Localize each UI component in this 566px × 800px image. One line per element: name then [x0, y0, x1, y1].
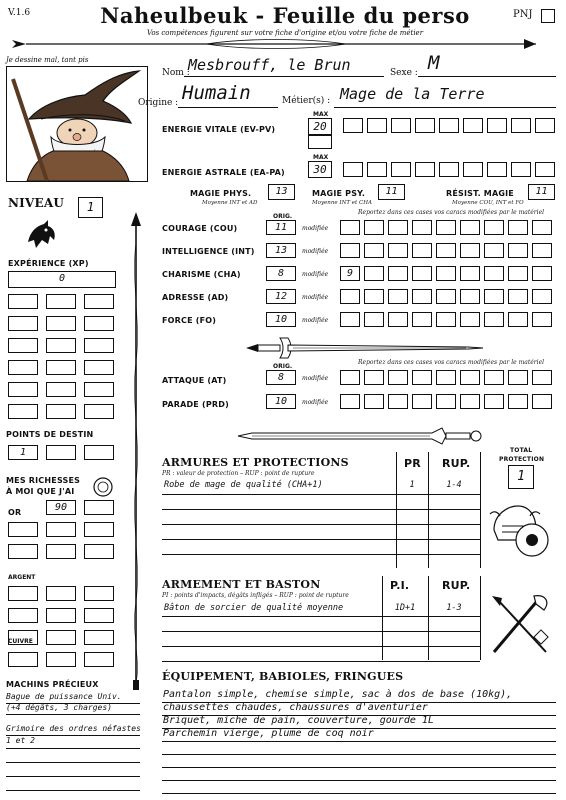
resist-magie-note: Moyenne COU, INT et FO: [452, 200, 524, 206]
ev-box-2[interactable]: [367, 118, 387, 133]
nom-underline: [184, 76, 384, 77]
experience-label: EXPÉRIENCE (XP): [8, 259, 89, 268]
niveau-box[interactable]: 1: [78, 197, 103, 218]
xp-box[interactable]: [46, 316, 76, 331]
xp-box[interactable]: [8, 360, 38, 375]
origine-value[interactable]: Humain: [182, 82, 251, 104]
ev-box-4[interactable]: [415, 118, 435, 133]
stat-orig-box[interactable]: [266, 289, 296, 304]
armement-col-divider-1: [382, 576, 383, 660]
armement-row-line: [162, 646, 480, 647]
money-box[interactable]: [84, 630, 114, 645]
combat-mod-box[interactable]: [532, 394, 552, 409]
destin-label: POINTS DE DESTIN: [6, 430, 94, 439]
resist-magie-box[interactable]: 11: [528, 184, 555, 200]
machins-item2-line1: Grimoire des ordres néfastes: [6, 724, 141, 733]
stat-mod-box[interactable]: [508, 266, 528, 281]
armure-item-rup[interactable]: 1-4: [446, 480, 462, 490]
ev-max-label: MAX: [313, 111, 329, 118]
stat-label: COURAGE (COU): [162, 224, 238, 233]
equipement-row-line: [162, 780, 556, 781]
stat-mod-box[interactable]: [364, 312, 384, 327]
stat-mod-box[interactable]: [364, 289, 384, 304]
xp-box[interactable]: [84, 338, 114, 353]
stat-label: FORCE (FO): [162, 316, 217, 325]
armures-col-rup: RUP.: [442, 457, 471, 470]
armures-row-line: [162, 494, 480, 495]
ea-label: ENERGIE ASTRALE (EA-PA): [162, 168, 285, 177]
ev-label: ENERGIE VITALE (EV-PV): [162, 125, 276, 134]
crossed-weapons-icon: [488, 592, 554, 658]
combat-note: Reportez dans ces cases vos caracs modifiées par le matériel: [358, 359, 545, 366]
stat-orig-value: 11: [274, 222, 288, 233]
combat-mod-box[interactable]: [436, 394, 456, 409]
armement-item-rup[interactable]: 1-3: [446, 603, 462, 613]
combat-modifiee-label: modifiée: [302, 399, 329, 406]
money-box[interactable]: [84, 608, 114, 623]
combat-mod-box[interactable]: [388, 370, 408, 385]
magie-psy-note: Moyenne INT et CHA: [312, 200, 372, 206]
stat-mod-box[interactable]: [412, 289, 432, 304]
ea-max-box[interactable]: 30: [308, 161, 332, 178]
stat-mod-box[interactable]: [412, 220, 432, 235]
machins-item2-line2: 1 et 2: [6, 736, 35, 745]
origine-label: Origine :: [138, 98, 179, 108]
stat-mod-box[interactable]: [508, 220, 528, 235]
stat-mod-box[interactable]: [484, 312, 504, 327]
armement-row-line: [162, 616, 480, 617]
equipement-line-text[interactable]: Pantalon simple, chemise simple, sac à dos de base (10kg),: [163, 689, 513, 700]
armures-title: ARMURES ET PROTECTIONS: [162, 456, 349, 469]
stat-mod-box[interactable]: [532, 312, 552, 327]
equipement-line-text[interactable]: Briquet, miche de pain, couverture, gourde 1L: [163, 715, 434, 726]
combat-orig-label: ORIG.: [273, 363, 293, 370]
xp-box[interactable]: [8, 382, 38, 397]
combat-orig-box[interactable]: [266, 394, 296, 409]
stat-modifie-label: modifiée: [302, 248, 329, 255]
ea-box-5[interactable]: [439, 162, 459, 177]
machins-line-2: [6, 714, 140, 715]
armor-helmet-shield-icon: [488, 500, 552, 560]
combat-mod-box[interactable]: [484, 370, 504, 385]
xp-box[interactable]: [84, 360, 114, 375]
stat-mod-box[interactable]: [388, 312, 408, 327]
stat-mod-box[interactable]: [388, 289, 408, 304]
money-box[interactable]: [84, 586, 114, 601]
stat-modifie-label: modifiée: [302, 271, 329, 278]
ev-box-5[interactable]: [439, 118, 459, 133]
machins-line-4: [6, 748, 140, 749]
sexe-label: Sexe :: [390, 68, 418, 78]
xp-box[interactable]: [84, 382, 114, 397]
sword-divider-middle: [238, 336, 488, 360]
stat-mod-box[interactable]: [460, 220, 480, 235]
combat-mod-box[interactable]: [508, 394, 528, 409]
combat-mod-box[interactable]: [508, 370, 528, 385]
xp-box[interactable]: [46, 338, 76, 353]
stat-orig-value: 8: [277, 268, 285, 279]
ea-max-label: MAX: [313, 154, 329, 161]
armement-title: ARMEMENT ET BASTON: [162, 578, 321, 591]
money-box[interactable]: [8, 544, 38, 559]
xp-box[interactable]: [8, 404, 38, 419]
stat-mod-box[interactable]: [412, 312, 432, 327]
combat-mod-box[interactable]: [532, 370, 552, 385]
ea-box-6[interactable]: [463, 162, 483, 177]
equipement-line-text[interactable]: Parchemin vierge, plume de coq noir: [163, 728, 374, 739]
total-protection-label-2: PROTECTION: [499, 456, 545, 463]
machins-line-5: [6, 762, 140, 763]
xp-box[interactable]: [46, 294, 76, 309]
stat-mod-box[interactable]: [340, 312, 360, 327]
money-box[interactable]: [46, 500, 76, 515]
xp-box[interactable]: [84, 404, 114, 419]
magie-phys-label: MAGIE PHYS.: [190, 189, 252, 198]
ev-box-1[interactable]: [343, 118, 363, 133]
xp-box[interactable]: [46, 382, 76, 397]
xp-box[interactable]: [8, 316, 38, 331]
machins-line-6: [6, 776, 140, 777]
xp-box[interactable]: [46, 360, 76, 375]
armement-col-divider-3: [480, 576, 481, 660]
stat-mod-box[interactable]: [340, 220, 360, 235]
money-box[interactable]: [84, 544, 114, 559]
xp-box[interactable]: [84, 316, 114, 331]
stat-mod-box[interactable]: [436, 220, 456, 235]
stat-label: ADRESSE (AD): [162, 293, 229, 302]
combat-label: PARADE (PRD): [162, 400, 229, 409]
combat-orig-value: 8: [277, 372, 285, 383]
combat-label: ATTAQUE (AT): [162, 376, 227, 385]
combat-mod-box[interactable]: [484, 394, 504, 409]
armement-item-name[interactable]: Bâton de sorcier de qualité moyenne: [164, 603, 344, 613]
stat-mod-box[interactable]: [532, 289, 552, 304]
xp-box[interactable]: [46, 404, 76, 419]
armures-col-divider-2: [428, 452, 429, 568]
destin-box-1[interactable]: 1: [8, 445, 38, 460]
stat-mod-box[interactable]: [508, 289, 528, 304]
stat-mod-box[interactable]: [508, 312, 528, 327]
armure-item-name[interactable]: Robe de mage de qualité (CHA+1): [164, 480, 323, 490]
ea-box-2[interactable]: [367, 162, 387, 177]
stat-modifie-label: modifiée: [302, 225, 329, 232]
ev-max-box[interactable]: 20: [308, 118, 332, 135]
stat-mod-box[interactable]: [460, 312, 480, 327]
money-box[interactable]: [46, 652, 76, 667]
richesses-label-2: À MOI QUE J'AI: [6, 487, 75, 496]
armures-col-divider-1: [396, 452, 397, 568]
stat-orig-box[interactable]: [266, 312, 296, 327]
equipement-row-line: [162, 754, 556, 755]
resist-magie-label: RÉSIST. MAGIE: [446, 189, 514, 198]
armement-item-pi[interactable]: 1D+1: [394, 603, 416, 613]
stat-mod-box[interactable]: [532, 220, 552, 235]
sexe-underline: [418, 76, 556, 77]
stat-mod-box[interactable]: [484, 243, 504, 258]
armures-note: PR : valeur de protection – RUP : point de rupture: [162, 470, 315, 477]
money-box[interactable]: [8, 522, 38, 537]
combat-mod-box[interactable]: [364, 394, 384, 409]
stat-label: CHARISME (CHA): [162, 270, 241, 279]
ev-track-box[interactable]: [308, 135, 332, 149]
metier-underline: [334, 107, 556, 108]
equipement-row-line: [162, 741, 556, 742]
stat-mod-box[interactable]: [460, 266, 480, 281]
stats-note: Reportez dans ces cases vos caracs modifiées par le matériel: [358, 209, 545, 216]
ev-box-7[interactable]: [487, 118, 507, 133]
armement-col-rup: RUP.: [442, 579, 471, 592]
combat-mod-box[interactable]: [412, 370, 432, 385]
money-box[interactable]: [8, 586, 38, 601]
metier-value[interactable]: Mage de la Terre: [340, 85, 485, 103]
dragon-icon: [24, 218, 58, 250]
stat-mod-box[interactable]: [364, 220, 384, 235]
combat-mod-box[interactable]: [460, 370, 480, 385]
stats-orig-label: ORIG.: [273, 213, 293, 220]
destin-box-2[interactable]: [46, 445, 76, 460]
xp-box[interactable]: [8, 338, 38, 353]
armement-note: PI : points d'impacts, dégâts infligés – RUP : point de rupture: [162, 592, 349, 599]
total-protection-box[interactable]: 1: [508, 465, 534, 489]
coin-purse-icon: [92, 476, 114, 498]
combat-mod-box[interactable]: [340, 370, 360, 385]
ev-box-9[interactable]: [535, 118, 555, 133]
page-title: Naheulbeuk - Feuille du perso: [100, 3, 470, 28]
armure-item-pr[interactable]: 1: [409, 480, 415, 490]
xp-box[interactable]: [84, 294, 114, 309]
stat-mod-box[interactable]: [388, 243, 408, 258]
nom-value[interactable]: Mesbrouff, le Brun: [188, 56, 351, 74]
armement-row-line: [162, 631, 480, 632]
combat-modifiee-label: modifiée: [302, 375, 329, 382]
stat-mod-box[interactable]: [436, 312, 456, 327]
stat-mod-box[interactable]: [532, 266, 552, 281]
combat-mod-box[interactable]: [460, 394, 480, 409]
stat-mod-box[interactable]: [388, 266, 408, 281]
magie-psy-label: MAGIE PSY.: [312, 189, 366, 198]
metier-label: Métier(s) :: [282, 96, 331, 106]
stat-mod-box[interactable]: [412, 243, 432, 258]
armement-col-divider-2: [428, 576, 429, 660]
stat-mod-box[interactable]: [460, 243, 480, 258]
pnj-label: PNJ: [513, 9, 533, 20]
money-box[interactable]: [8, 652, 38, 667]
stat-mod-box[interactable]: [532, 243, 552, 258]
ev-box-6[interactable]: [463, 118, 483, 133]
money-box[interactable]: [46, 630, 76, 645]
stat-mod-box[interactable]: [460, 289, 480, 304]
stat-mod-value: 9: [346, 268, 354, 279]
nom-label: Nom :: [162, 68, 190, 78]
stat-orig-value: 10: [274, 314, 288, 325]
money-box[interactable]: [46, 544, 76, 559]
portrait-frame: [6, 66, 148, 182]
stat-mod-box[interactable]: [340, 243, 360, 258]
staff-divider-vertical: [126, 212, 146, 692]
magie-phys-note: Moyenne INT et AD: [202, 200, 258, 206]
money-box[interactable]: [8, 608, 38, 623]
armures-col-pr: PR: [404, 457, 421, 470]
stat-mod-box[interactable]: [508, 243, 528, 258]
stat-orig-box[interactable]: [266, 266, 296, 281]
stat-orig-box[interactable]: [266, 220, 296, 235]
combat-mod-box[interactable]: [388, 394, 408, 409]
armures-row-line: [162, 539, 480, 540]
niveau-label: NIVEAU: [8, 196, 65, 210]
pnj-checkbox[interactable]: [541, 9, 555, 23]
stat-mod-box[interactable]: [484, 289, 504, 304]
combat-mod-box[interactable]: [364, 370, 384, 385]
sword-divider-lower: [232, 424, 488, 448]
machins-label: MACHINS PRÉCIEUX: [6, 680, 99, 689]
ea-box-9[interactable]: [535, 162, 555, 177]
total-protection-label-1: TOTAL: [510, 447, 533, 454]
or-value: 90: [54, 502, 68, 513]
ea-box-3[interactable]: [391, 162, 411, 177]
equipement-row-line: [162, 767, 556, 768]
stat-mod-box[interactable]: [436, 243, 456, 258]
ea-box-7[interactable]: [487, 162, 507, 177]
stat-mod-box[interactable]: [364, 243, 384, 258]
ea-box-4[interactable]: [415, 162, 435, 177]
machins-line-7: [6, 790, 140, 791]
stat-mod-box[interactable]: [388, 220, 408, 235]
cuivre-label: CUIVRE: [8, 638, 33, 645]
experience-box[interactable]: 0: [8, 271, 116, 288]
money-box[interactable]: [46, 608, 76, 623]
wizard-portrait-illustration: [7, 67, 147, 181]
armures-row-line: [162, 524, 480, 525]
stat-modifie-label: modifiée: [302, 294, 329, 301]
machins-item1-line2: (+4 dégâts, 3 charges): [6, 703, 112, 712]
stat-orig-value: 13: [274, 245, 288, 256]
stat-mod-box[interactable]: [340, 266, 360, 281]
equipement-row-line: [162, 793, 556, 794]
machins-item1-line1: Bague de puissance Univ.: [6, 692, 122, 701]
stat-modifie-label: modifiée: [302, 317, 329, 324]
xp-box[interactable]: [8, 294, 38, 309]
armures-row-line: [162, 554, 480, 555]
portrait-caption: Je dessine mal, tant pis: [6, 56, 89, 64]
combat-mod-box[interactable]: [340, 394, 360, 409]
version-label: V.1.6: [8, 8, 31, 18]
argent-label: ARGENT: [8, 574, 36, 581]
ev-box-3[interactable]: [391, 118, 411, 133]
stat-mod-box[interactable]: [484, 266, 504, 281]
combat-mod-box[interactable]: [412, 394, 432, 409]
money-box[interactable]: [84, 522, 114, 537]
money-box[interactable]: [46, 522, 76, 537]
armement-col-pi: P.I.: [390, 579, 410, 592]
combat-orig-box[interactable]: [266, 370, 296, 385]
magie-phys-box[interactable]: 13: [268, 184, 295, 200]
money-box[interactable]: [84, 652, 114, 667]
stat-mod-box[interactable]: [412, 266, 432, 281]
destin-box-3[interactable]: [84, 445, 114, 460]
ea-box-8[interactable]: [511, 162, 531, 177]
magie-psy-box[interactable]: 11: [378, 184, 405, 200]
stat-orig-value: 12: [274, 291, 288, 302]
armures-row-line: [162, 509, 480, 510]
richesses-label-1: MES RICHESSES: [6, 476, 81, 485]
armures-col-divider-3: [480, 452, 481, 568]
sexe-value[interactable]: M: [428, 52, 440, 74]
combat-orig-value: 10: [274, 396, 288, 407]
money-box[interactable]: [46, 586, 76, 601]
armement-row-line: [162, 661, 480, 662]
spear-divider-top: [6, 37, 560, 51]
money-box[interactable]: [84, 500, 114, 515]
or-label: OR: [8, 508, 22, 517]
stat-mod-box[interactable]: [340, 289, 360, 304]
stat-orig-box[interactable]: [266, 243, 296, 258]
stat-label: INTELLIGENCE (INT): [162, 247, 255, 256]
origine-underline: [178, 107, 278, 108]
equipement-title: ÉQUIPEMENT, BABIOLES, FRINGUES: [162, 670, 404, 683]
stat-mod-box[interactable]: [364, 266, 384, 281]
stat-mod-box[interactable]: [484, 220, 504, 235]
page-subtitle: Vos compétences figurent sur votre fiche d'origine et/ou votre fiche de métier: [146, 29, 424, 37]
equipement-line-text[interactable]: chaussettes chaudes, chaussures d'aventurier: [163, 702, 428, 713]
ev-box-8[interactable]: [511, 118, 531, 133]
stat-mod-box[interactable]: [436, 266, 456, 281]
ea-box-1[interactable]: [343, 162, 363, 177]
stat-mod-box[interactable]: [436, 289, 456, 304]
combat-mod-box[interactable]: [436, 370, 456, 385]
